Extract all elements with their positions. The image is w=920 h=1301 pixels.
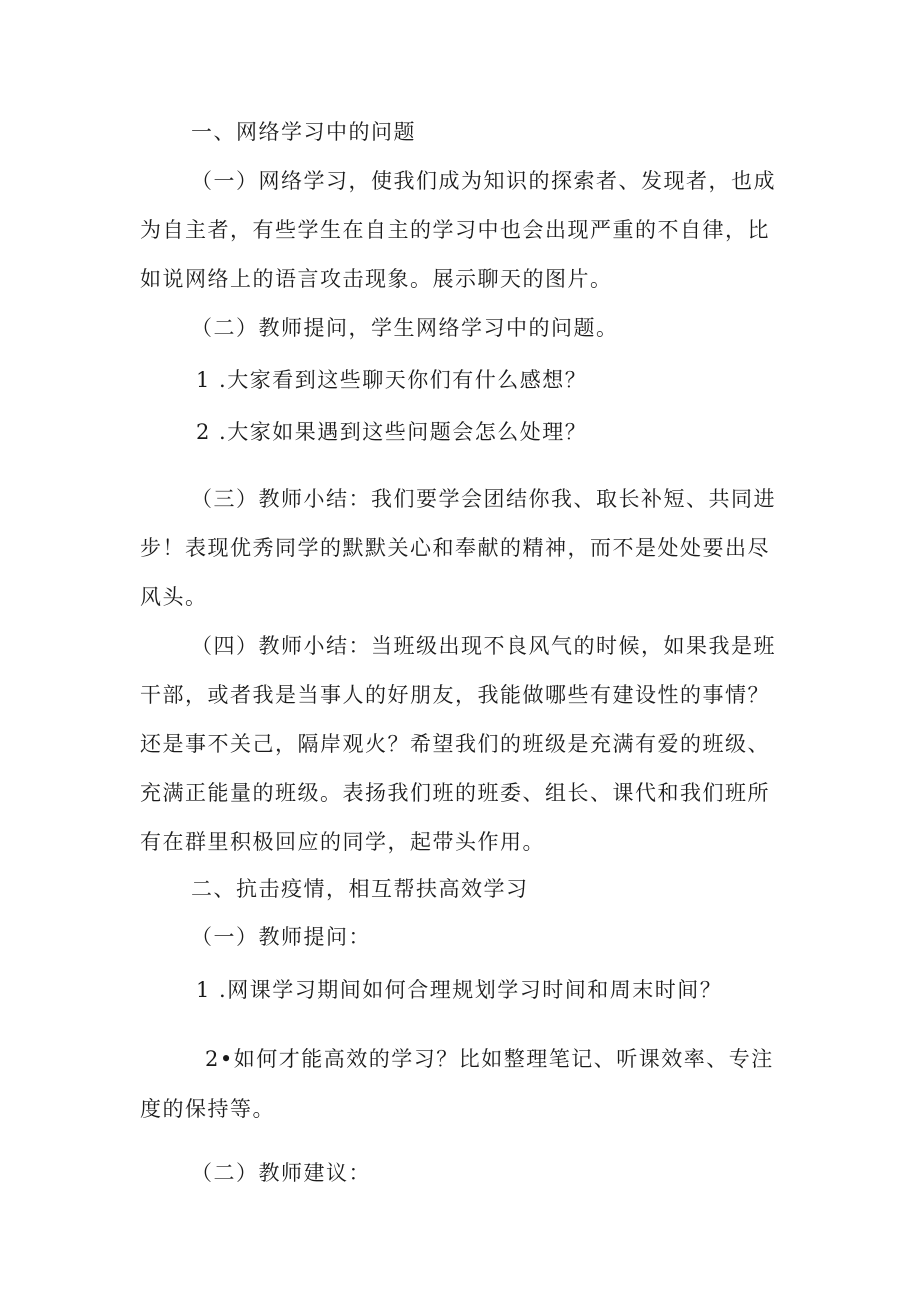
question-2: 2 .大家如果遇到这些问题会怎么处理？ [196, 420, 588, 444]
question-4-line-2: 度的保持等。 [140, 1097, 275, 1121]
paragraph-3-line-2: 步！表现优秀同学的默默关心和奉献的精神，而不是处处要出尽 [140, 536, 770, 560]
question-1: 1 .大家看到这些聊天你们有什么感想？ [196, 368, 588, 392]
paragraph-1-line-3: 如说网络上的语言攻击现象。展示聊天的图片。 [140, 267, 613, 291]
paragraph-6: （二）教师建议： [191, 1161, 371, 1185]
paragraph-4-line-1: （四）教师小结：当班级出现不良风气的时候，如果我是班 [191, 634, 776, 658]
paragraph-4-line-2: 干部，或者我是当事人的好朋友，我能做哪些有建设性的事情？ [140, 683, 770, 707]
section-heading-1: 一、网络学习中的问题 [191, 120, 416, 144]
paragraph-4-line-4: 充满正能量的班级。表扬我们班的班委、组长、课代和我们班所 [140, 781, 770, 805]
paragraph-3-line-1: （三）教师小结：我们要学会团结你我、取长补短、共同进 [191, 487, 776, 511]
paragraph-3-line-3: 风头。 [140, 585, 208, 609]
paragraph-5: （一）教师提问： [191, 925, 371, 949]
paragraph-1-line-1: （一）网络学习，使我们成为知识的探索者、发现者，也成 [191, 169, 776, 193]
section-heading-2: 二、抗击疫情，相互帮扶高效学习 [191, 877, 529, 901]
paragraph-4-line-5: 有在群里积极回应的同学，起带头作用。 [140, 830, 545, 854]
question-4-line-1: 2•如何才能高效的学习？比如整理笔记、听课效率、专注 [205, 1047, 774, 1071]
paragraph-1-line-2: 为自主者，有些学生在自主的学习中也会出现严重的不自律，比 [140, 218, 770, 242]
question-3: 1 .网课学习期间如何合理规划学习时间和周末时间？ [196, 978, 723, 1002]
paragraph-4-line-3: 还是事不关己，隔岸观火？希望我们的班级是充满有爱的班级、 [140, 732, 770, 756]
paragraph-2: （二）教师提问，学生网络学习中的问题。 [191, 316, 619, 340]
